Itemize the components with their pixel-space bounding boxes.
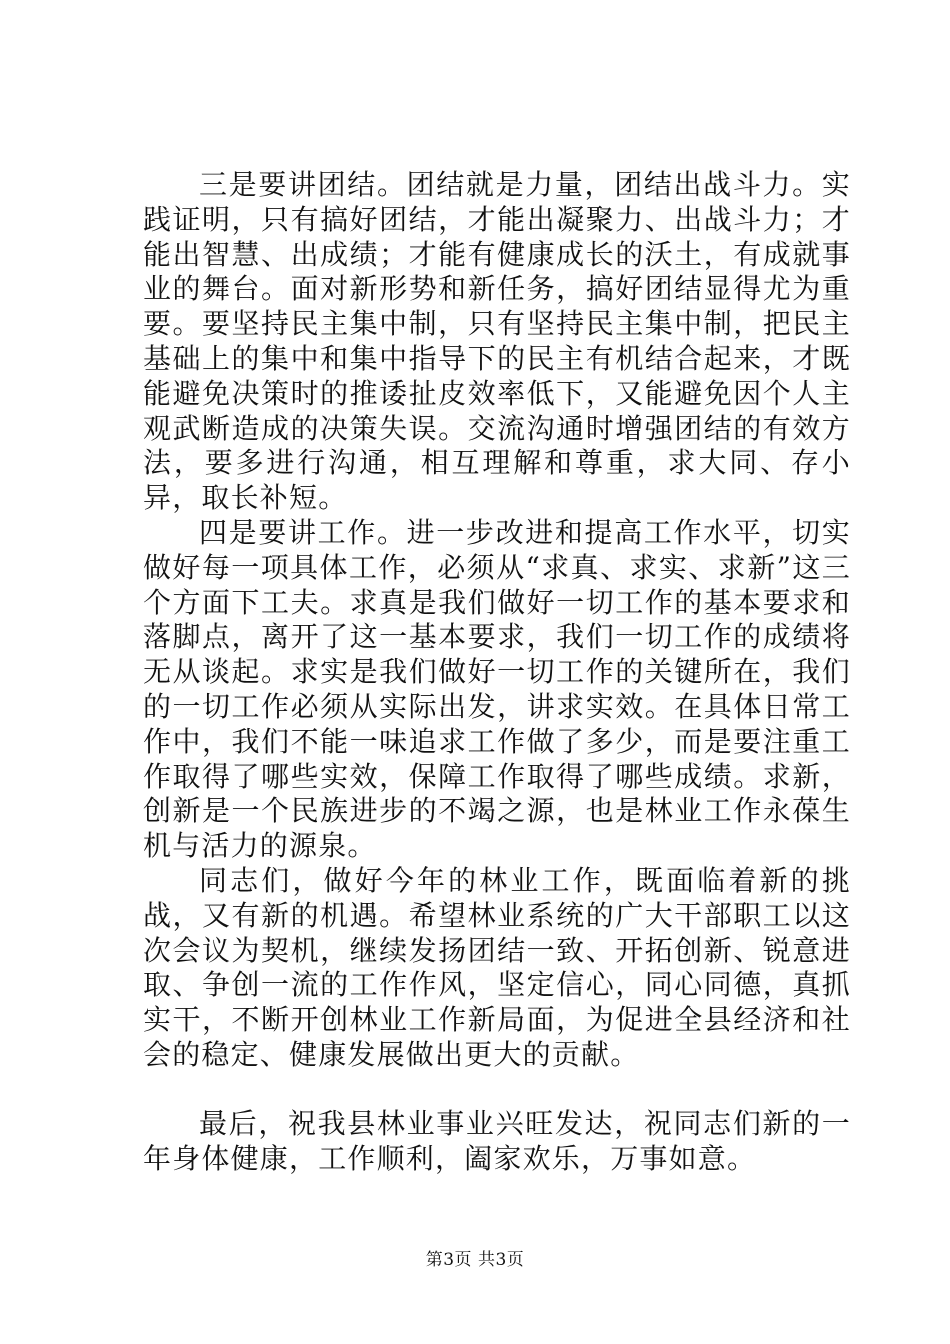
paragraph-work: 四是要讲工作。进一步改进和提高工作水平，切实做好每一项具体工作，必须从“求真、求实、求新”这三个方面下工夫。求真是我们做好一切工作的基本要求和落脚点，离开了这一基本要求，我们一切工作的成绩将无从谈起。求实是我们做好一切工作的关键所在，我们的一切工作必须从实际出发，讲求实效。在具体日常工作中，我们不能一味追求工作做了多少，而是要注重工作取得了哪些实效，保障工作取得了哪些成绩。求新，创新是一个民族进步的不竭之源，也是林业工作永葆生机与活力的源泉。 bbox=[143, 515, 851, 863]
document-body bbox=[143, 168, 851, 1176]
paragraph-closing: 最后，祝我县林业事业兴旺发达，祝同志们新的一年身体健康，工作顺利，阖家欢乐，万事如意。 bbox=[143, 1106, 851, 1175]
page-number-footer: 第3页 共3页 bbox=[425, 1250, 525, 1270]
paragraph-unity: 三是要讲团结。团结就是力量，团结出战斗力。实践证明，只有搞好团结，才能出凝聚力、出战斗力；才能出智慧、出成绩；才能有健康成长的沃土，有成就事业的舞台。面对新形势和新任务，搞好团结显得尤为重要。要坚持民主集中制，只有坚持民主集中制，把民主基础上的集中和集中指导下的民主有机结合起来，才既能避免决策时的推诿扯皮效率低下，又能避免因个人主观武断造成的决策失误。交流沟通时增强团结的有效方法，要多进行沟通，相互理解和尊重，求大同、存小异，取长补短。 bbox=[143, 168, 851, 515]
paragraph-comrades: 同志们，做好今年的林业工作，既面临着新的挑战，又有新的机遇。希望林业系统的广大干部职工以这次会议为契机，继续发扬团结一致、开拓创新、锐意进取、争创一流的工作作风，坚定信心，同心同德，真抓实干，不断开创林业工作新局面，为促进全县经济和社会的稳定、健康发展做出更大的贡献。 bbox=[143, 863, 851, 1071]
paragraph-spacer bbox=[143, 1073, 851, 1107]
